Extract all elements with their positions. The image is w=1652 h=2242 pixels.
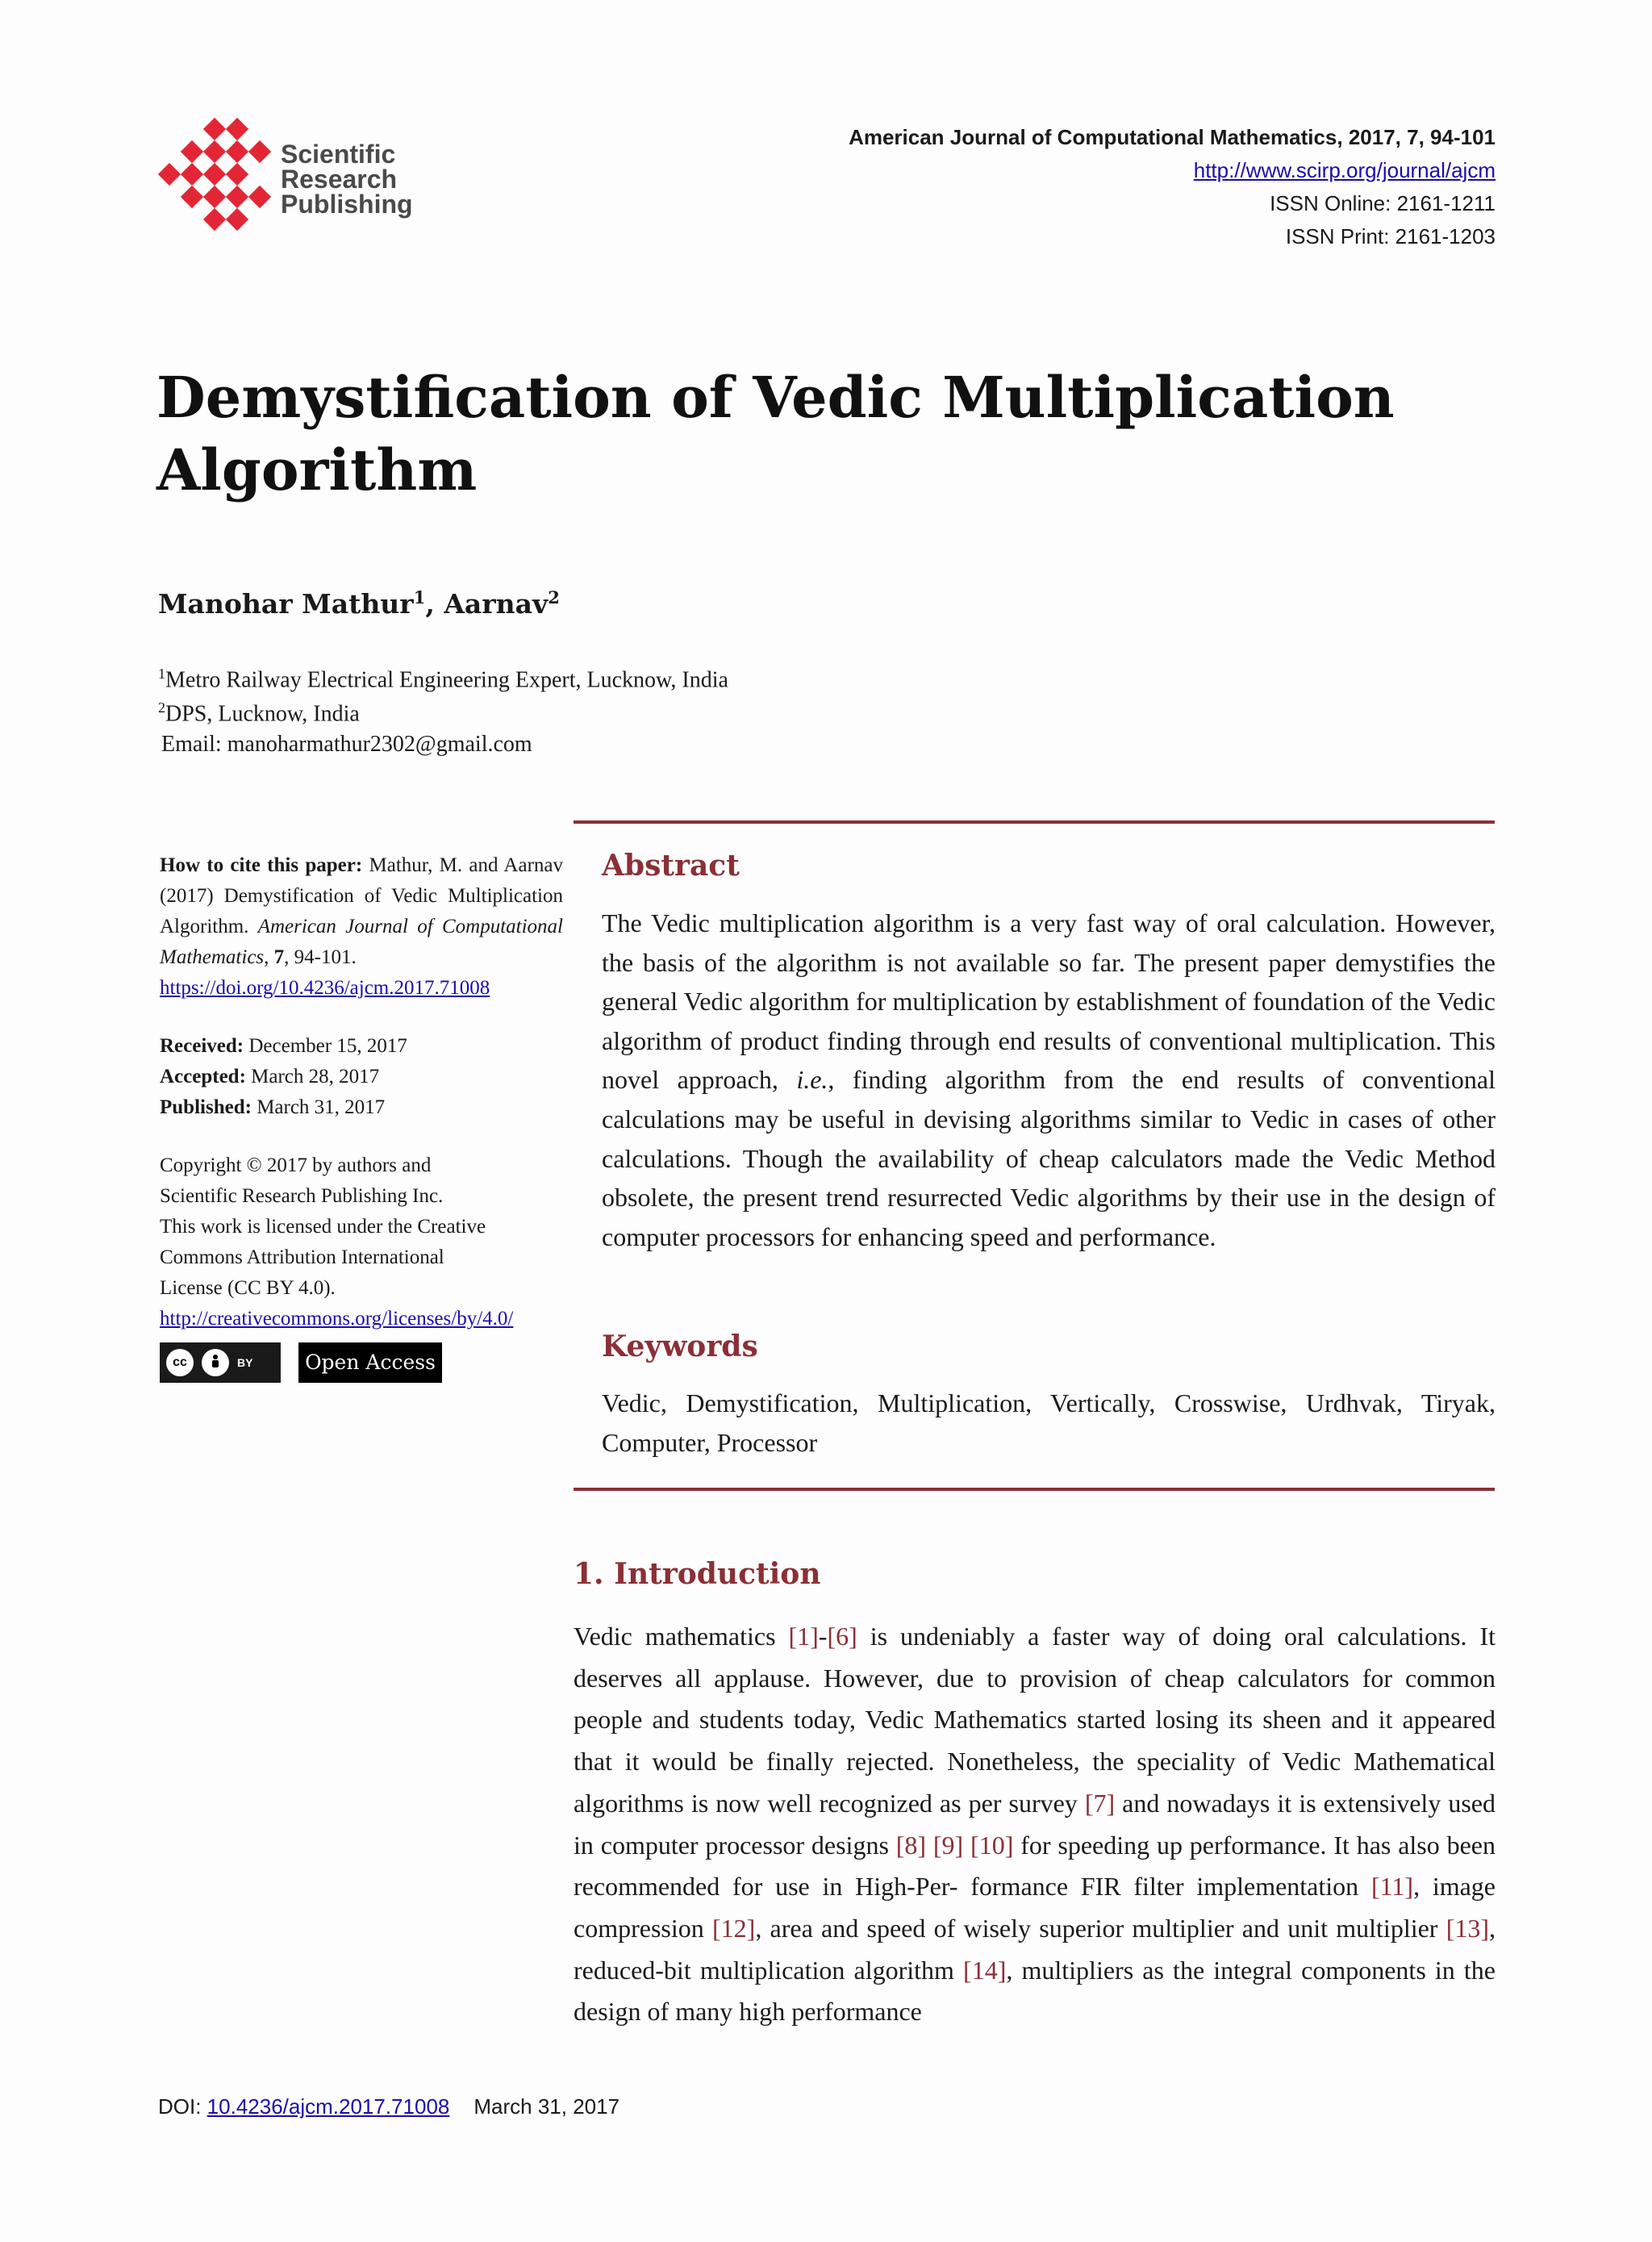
date-label: Published: [160, 1096, 252, 1118]
publisher-logo [158, 118, 432, 247]
logo-line: Scientific [281, 140, 396, 169]
intro-text-part: - [818, 1622, 828, 1651]
cite-text: , [264, 946, 274, 968]
citation-reference[interactable]: [6] [827, 1622, 857, 1651]
license-badges [160, 1342, 563, 1383]
citation-reference[interactable]: [7] [1084, 1788, 1116, 1818]
abstract-heading: Abstract [602, 849, 740, 883]
issn-online: ISSN Online: 2161-1211 [1270, 191, 1496, 215]
citation-reference[interactable]: [10] [970, 1830, 1014, 1860]
publication-dates [160, 1031, 563, 1123]
date-value: March 28, 2017 [245, 1066, 380, 1088]
doi-link[interactable]: https://doi.org/10.4236/ajcm.2017.71008 [160, 977, 490, 999]
citation-reference[interactable]: [1] [788, 1622, 819, 1651]
journal-info [770, 121, 1496, 253]
affiliation-text: Metro Railway Electrical Engineering Expert, Lucknow, India [165, 667, 728, 693]
intro-text-part [926, 1831, 933, 1860]
logo-diamond [226, 118, 248, 140]
author-email: Email: manoharmathur2302@gmail.com [161, 732, 532, 757]
author-sep: , [425, 588, 444, 620]
introduction-heading: 1. Introduction [574, 1557, 821, 1591]
copyright-line: Scientific Research Publishing Inc. [160, 1185, 444, 1207]
citation-reference[interactable]: [13] [1446, 1913, 1490, 1943]
copyright-line: Commons Attribution International [160, 1246, 444, 1268]
author-list [158, 587, 560, 620]
paper-title [156, 361, 1487, 507]
cite-volume: 7 [273, 946, 285, 968]
intro-text-part: for speeding up performance. It has also been recommended for use in High-Per- formance FIR filter implementation [574, 1830, 1496, 1902]
logo-diamond [203, 163, 226, 186]
logo-diamond [203, 140, 226, 163]
affiliation-sup: 1 [158, 666, 165, 682]
footer-date: March 31, 2017 [473, 2094, 620, 2119]
affiliation [158, 691, 360, 730]
intro-text-part [963, 1831, 970, 1860]
abstract-ie: i.e. [796, 1065, 828, 1095]
abstract-body [602, 904, 1496, 1256]
publisher-name [281, 142, 413, 217]
citation-reference[interactable]: [9] [932, 1830, 964, 1860]
logo-line: Research [281, 165, 398, 194]
date-label: Received: [160, 1035, 244, 1057]
journal-title: American Journal of Computational Mathematics, 2017, 7, 94-101 [849, 125, 1496, 149]
cc-icon: cc [166, 1349, 194, 1376]
introduction-body [574, 1616, 1496, 2033]
logo-diamond [181, 163, 203, 186]
intro-text-part: , image compression [574, 1872, 1496, 1943]
logo-diamond [248, 140, 271, 163]
logo-diamond [226, 140, 248, 163]
cite-text: Mathur, M. and Aarnav (2017) Demystification of Vedic Multiplication Algorithm. [160, 854, 563, 937]
cite-journal: American Journal of Computational Mathematics [160, 916, 563, 968]
copyright-notice [160, 1150, 563, 1334]
keywords-body: Vedic, Demystification, Multiplication, Vertically, Crosswise, Urdhvak, Tiryak, Computer, Processor [602, 1388, 1496, 1457]
page-footer [158, 2094, 620, 2119]
logo-diamond [248, 186, 271, 208]
affiliation-text: DPS, Lucknow, India [165, 701, 360, 727]
cc-by-text: BY [237, 1356, 253, 1369]
abstract-top-rule [574, 820, 1495, 824]
intro-text-part: , multipliers as the integral components in the design of many high performance [574, 1955, 1496, 2027]
logo-diamond [203, 186, 226, 208]
logo-diamond [203, 208, 226, 231]
copyright-line: Copyright © 2017 by authors and [160, 1154, 432, 1176]
footer-doi-link[interactable]: 10.4236/ajcm.2017.71008 [206, 2094, 450, 2119]
abstract-bottom-rule [574, 1488, 1495, 1491]
open-access-badge: Open Access [298, 1342, 442, 1383]
footer-doi-label: DOI: [158, 2094, 207, 2119]
cc-by-badge[interactable] [160, 1342, 281, 1383]
logo-diamond [226, 208, 248, 231]
intro-text-part: Vedic mathematics [574, 1622, 789, 1651]
citation-reference[interactable]: [11] [1370, 1872, 1414, 1902]
copyright-line: License (CC BY 4.0). [160, 1277, 336, 1299]
logo-diamond [181, 140, 203, 163]
cite-pages: , 94-101. [284, 946, 357, 968]
attribution-person-icon [202, 1349, 229, 1376]
logo-diamond [203, 118, 226, 140]
issn-print: ISSN Print: 2161-1203 [1285, 224, 1496, 248]
affiliation-sup: 2 [158, 699, 165, 716]
date-value: March 31, 2017 [251, 1096, 386, 1118]
intro-text-part: , area and speed of wisely superior multiplier and unit multiplier [755, 1913, 1446, 1943]
license-link[interactable]: http://creativecommons.org/licenses/by/4.0/ [160, 1308, 514, 1330]
citation-reference[interactable]: [14] [963, 1955, 1007, 1985]
logo-diamond [226, 163, 248, 186]
abstract-text-part: The Vedic multiplication algorithm is a very fast way of oral calculation. However, the basis of the algorithm is not available so far. The present paper demystifies the general Vedic algorithm for multiplication by establishment of foundation of the Vedic algorithm of product finding through end results of conventional multiplication. This novel approach, [602, 908, 1496, 1095]
logo-line: Publishing [281, 190, 413, 219]
author-affil-sup: 2 [548, 587, 560, 607]
intro-text-part: , reduced-bit multiplication algorithm [574, 1913, 1496, 1985]
cite-label: How to cite this paper: [160, 854, 363, 876]
title-line: Algorithm [156, 436, 478, 503]
title-line: Demystification of Vedic Multiplication [156, 364, 1395, 431]
copyright-line: This work is licensed under the Creative [160, 1216, 486, 1238]
author-name: Manohar Mathur [158, 588, 414, 620]
citation-reference[interactable]: [8] [895, 1830, 927, 1860]
citation-sidebar [160, 850, 563, 1383]
logo-diamond [181, 186, 203, 208]
logo-diamond [158, 163, 181, 186]
author-affil-sup: 1 [413, 587, 426, 607]
diamond-grid-icon [158, 118, 279, 247]
journal-url-link[interactable]: http://www.scirp.org/journal/ajcm [1193, 158, 1496, 182]
keywords-heading: Keywords [602, 1330, 758, 1363]
intro-text-part: is undeniably a faster way of doing oral calculations. It deserves all applause. However, due to provision of cheap calculators for common people and students today, Vedic Mathematics started losing its sheen and it appeared that it would be finally rejected. Nonetheless, the speciality of Vedic Mathematical algorithms is now well recognized as per survey [574, 1622, 1496, 1818]
date-label: Accepted: [160, 1066, 246, 1088]
logo-diamond [226, 186, 248, 208]
abstract-text-part: , finding algorithm from the end results of conventional calculations may be useful in devising algorithms similar to Vedic in cases of other calculations. Though the availability of cheap calculators made the Vedic Method obsolete, the present trend resurrected Vedic algorithms by their use in the design of computer processors for enhancing speed and performance. [602, 1065, 1496, 1251]
author-name: Aarnav [444, 588, 549, 620]
date-value: December 15, 2017 [244, 1035, 407, 1057]
intro-text-part: and nowadays it is extensively used in computer processor designs [574, 1788, 1496, 1860]
citation-reference[interactable]: [12] [712, 1913, 756, 1943]
how-to-cite [160, 850, 563, 1004]
